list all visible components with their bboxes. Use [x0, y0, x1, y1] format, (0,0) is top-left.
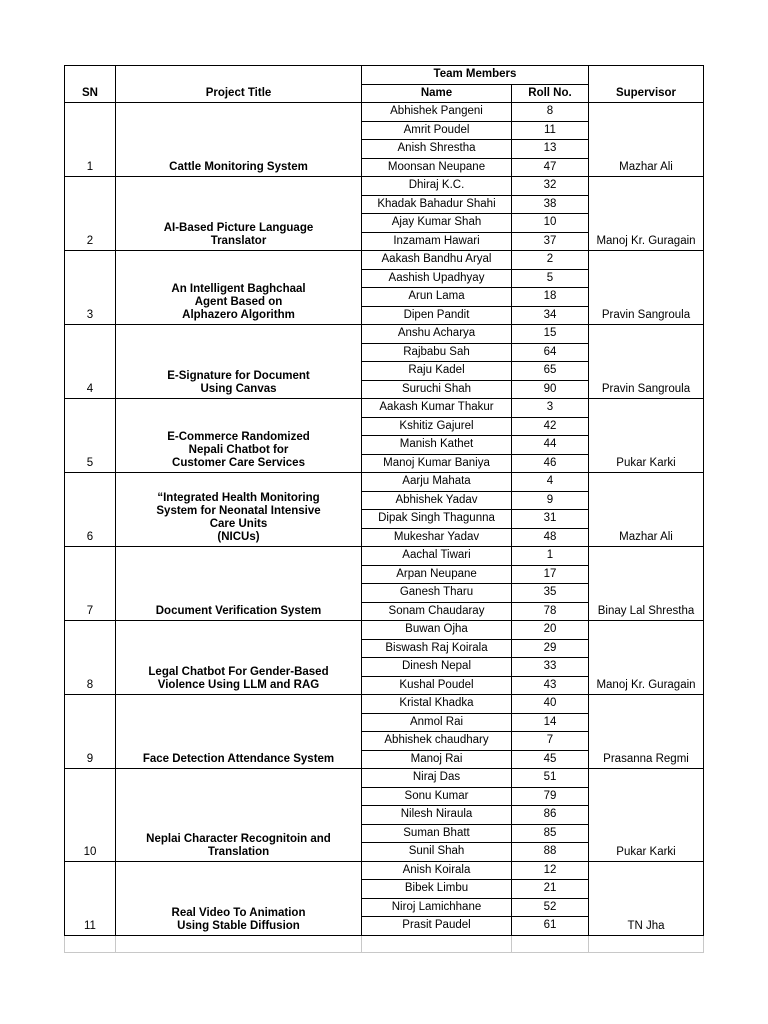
member-roll-no: 78 [512, 602, 589, 621]
member-roll-no: 61 [512, 917, 589, 936]
project-title: Real Video To Animation Using Stable Diffusion [116, 861, 362, 935]
member-roll-no: 34 [512, 306, 589, 325]
member-name: Aashish Upadhyay [362, 269, 512, 288]
member-roll-no: 85 [512, 824, 589, 843]
table-row [65, 473, 704, 492]
empty-cell [116, 935, 362, 952]
member-name: Buwan Ojha [362, 621, 512, 640]
member-roll-no: 17 [512, 565, 589, 584]
member-name: Manoj Kumar Baniya [362, 454, 512, 473]
project-sn: 4 [65, 325, 116, 399]
member-roll-no: 9 [512, 491, 589, 510]
member-name: Biswash Raj Koirala [362, 639, 512, 658]
table-row [65, 103, 704, 122]
member-name: Suruchi Shah [362, 380, 512, 399]
member-name: Sunil Shah [362, 843, 512, 862]
project-supervisor: Mazhar Ali [589, 473, 704, 547]
project-title: E-Signature for Document Using Canvas [116, 325, 362, 399]
member-name: Amrit Poudel [362, 121, 512, 140]
member-name: Dipen Pandit [362, 306, 512, 325]
project-sn: 3 [65, 251, 116, 325]
table-row [65, 399, 704, 418]
empty-row [65, 935, 704, 952]
project-sn: 5 [65, 399, 116, 473]
member-name: Niroj Lamichhane [362, 898, 512, 917]
project-supervisor: Pukar Karki [589, 399, 704, 473]
member-name: Inzamam Hawari [362, 232, 512, 251]
member-roll-no: 20 [512, 621, 589, 640]
member-roll-no: 13 [512, 140, 589, 159]
member-name: Abhishek Pangeni [362, 103, 512, 122]
project-supervisor: Mazhar Ali [589, 103, 704, 177]
member-roll-no: 64 [512, 343, 589, 362]
member-name: Aarju Mahata [362, 473, 512, 492]
table-row [65, 177, 704, 196]
member-name: Bibek Limbu [362, 880, 512, 899]
member-roll-no: 38 [512, 195, 589, 214]
member-name: Moonsan Neupane [362, 158, 512, 177]
member-roll-no: 44 [512, 436, 589, 455]
member-name: Dipak Singh Thagunna [362, 510, 512, 529]
header-supervisor: Supervisor [589, 66, 704, 103]
project-sn: 7 [65, 547, 116, 621]
member-roll-no: 5 [512, 269, 589, 288]
member-roll-no: 3 [512, 399, 589, 418]
project-supervisor: Manoj Kr. Guragain [589, 177, 704, 251]
member-name: Nilesh Niraula [362, 806, 512, 825]
project-title: An Intelligent Baghchaal Agent Based on Alphazero Algorithm [116, 251, 362, 325]
table-row [65, 621, 704, 640]
member-roll-no: 11 [512, 121, 589, 140]
member-roll-no: 31 [512, 510, 589, 529]
table-row [65, 251, 704, 270]
member-roll-no: 51 [512, 769, 589, 788]
project-sn: 2 [65, 177, 116, 251]
project-supervisor: Manoj Kr. Guragain [589, 621, 704, 695]
member-name: Anish Shrestha [362, 140, 512, 159]
project-title: Legal Chatbot For Gender-Based Violence Using LLM and RAG [116, 621, 362, 695]
member-roll-no: 2 [512, 251, 589, 270]
member-roll-no: 88 [512, 843, 589, 862]
project-title: E-Commerce Randomized Nepali Chatbot for Customer Care Services [116, 399, 362, 473]
member-roll-no: 52 [512, 898, 589, 917]
member-name: Sonu Kumar [362, 787, 512, 806]
project-title: Face Detection Attendance System [116, 695, 362, 769]
member-roll-no: 65 [512, 362, 589, 381]
member-roll-no: 37 [512, 232, 589, 251]
project-sn: 10 [65, 769, 116, 862]
member-name: Rajbabu Sah [362, 343, 512, 362]
member-roll-no: 86 [512, 806, 589, 825]
member-roll-no: 46 [512, 454, 589, 473]
member-roll-no: 14 [512, 713, 589, 732]
member-roll-no: 15 [512, 325, 589, 344]
member-name: Manish Kathet [362, 436, 512, 455]
member-roll-no: 47 [512, 158, 589, 177]
member-roll-no: 8 [512, 103, 589, 122]
member-roll-no: 7 [512, 732, 589, 751]
member-roll-no: 12 [512, 861, 589, 880]
member-roll-no: 45 [512, 750, 589, 769]
member-roll-no: 90 [512, 380, 589, 399]
member-roll-no: 48 [512, 528, 589, 547]
table-body [65, 103, 704, 953]
member-name: Anmol Rai [362, 713, 512, 732]
member-roll-no: 1 [512, 547, 589, 566]
member-name: Abhishek chaudhary [362, 732, 512, 751]
member-roll-no: 40 [512, 695, 589, 714]
member-roll-no: 35 [512, 584, 589, 603]
member-name: Abhishek Yadav [362, 491, 512, 510]
project-title: Neplai Character Recognitoin and Translation [116, 769, 362, 862]
member-roll-no: 10 [512, 214, 589, 233]
project-title: AI-Based Picture Language Translator [116, 177, 362, 251]
member-roll-no: 29 [512, 639, 589, 658]
empty-cell [65, 935, 116, 952]
member-roll-no: 18 [512, 288, 589, 307]
project-supervisor: Prasanna Regmi [589, 695, 704, 769]
project-sn: 9 [65, 695, 116, 769]
member-name: Anshu Acharya [362, 325, 512, 344]
member-roll-no: 42 [512, 417, 589, 436]
member-name: Kshitiz Gajurel [362, 417, 512, 436]
member-name: Suman Bhatt [362, 824, 512, 843]
member-name: Aakash Bandhu Aryal [362, 251, 512, 270]
member-name: Khadak Bahadur Shahi [362, 195, 512, 214]
member-name: Manoj Rai [362, 750, 512, 769]
member-name: Mukeshar Yadav [362, 528, 512, 547]
header-roll-no: Roll No. [512, 84, 589, 103]
header-team-members: Team Members [362, 66, 589, 85]
header-name: Name [362, 84, 512, 103]
member-name: Ajay Kumar Shah [362, 214, 512, 233]
project-supervisor: Pravin Sangroula [589, 325, 704, 399]
member-name: Kristal Khadka [362, 695, 512, 714]
member-roll-no: 32 [512, 177, 589, 196]
member-name: Aakash Kumar Thakur [362, 399, 512, 418]
member-name: Niraj Das [362, 769, 512, 788]
member-roll-no: 33 [512, 658, 589, 677]
project-sn: 1 [65, 103, 116, 177]
empty-cell [362, 935, 512, 952]
project-title: Document Verification System [116, 547, 362, 621]
member-name: Dinesh Nepal [362, 658, 512, 677]
member-name: Anish Koirala [362, 861, 512, 880]
header-sn: SN [65, 66, 116, 103]
project-sn: 6 [65, 473, 116, 547]
header-project-title: Project Title [116, 66, 362, 103]
member-name: Arun Lama [362, 288, 512, 307]
project-supervisor: Pukar Karki [589, 769, 704, 862]
table-row [65, 695, 704, 714]
project-supervisor: Binay Lal Shrestha [589, 547, 704, 621]
empty-cell [512, 935, 589, 952]
member-name: Ganesh Tharu [362, 584, 512, 603]
member-roll-no: 4 [512, 473, 589, 492]
member-name: Sonam Chaudaray [362, 602, 512, 621]
member-name: Arpan Neupane [362, 565, 512, 584]
member-roll-no: 79 [512, 787, 589, 806]
table-row [65, 325, 704, 344]
table-row [65, 547, 704, 566]
empty-cell [589, 935, 704, 952]
project-title: “Integrated Health Monitoring System for Neonatal Intensive Care Units (NICUs) [116, 473, 362, 547]
project-title: Cattle Monitoring System [116, 103, 362, 177]
projects-table [64, 65, 704, 953]
member-name: Dhiraj K.C. [362, 177, 512, 196]
member-name: Raju Kadel [362, 362, 512, 381]
member-name: Aachal Tiwari [362, 547, 512, 566]
member-name: Prasit Paudel [362, 917, 512, 936]
project-supervisor: Pravin Sangroula [589, 251, 704, 325]
member-name: Kushal Poudel [362, 676, 512, 695]
project-supervisor: TN Jha [589, 861, 704, 935]
member-roll-no: 43 [512, 676, 589, 695]
project-sn: 11 [65, 861, 116, 935]
table-row [65, 861, 704, 880]
table-row [65, 769, 704, 788]
member-roll-no: 21 [512, 880, 589, 899]
project-sn: 8 [65, 621, 116, 695]
